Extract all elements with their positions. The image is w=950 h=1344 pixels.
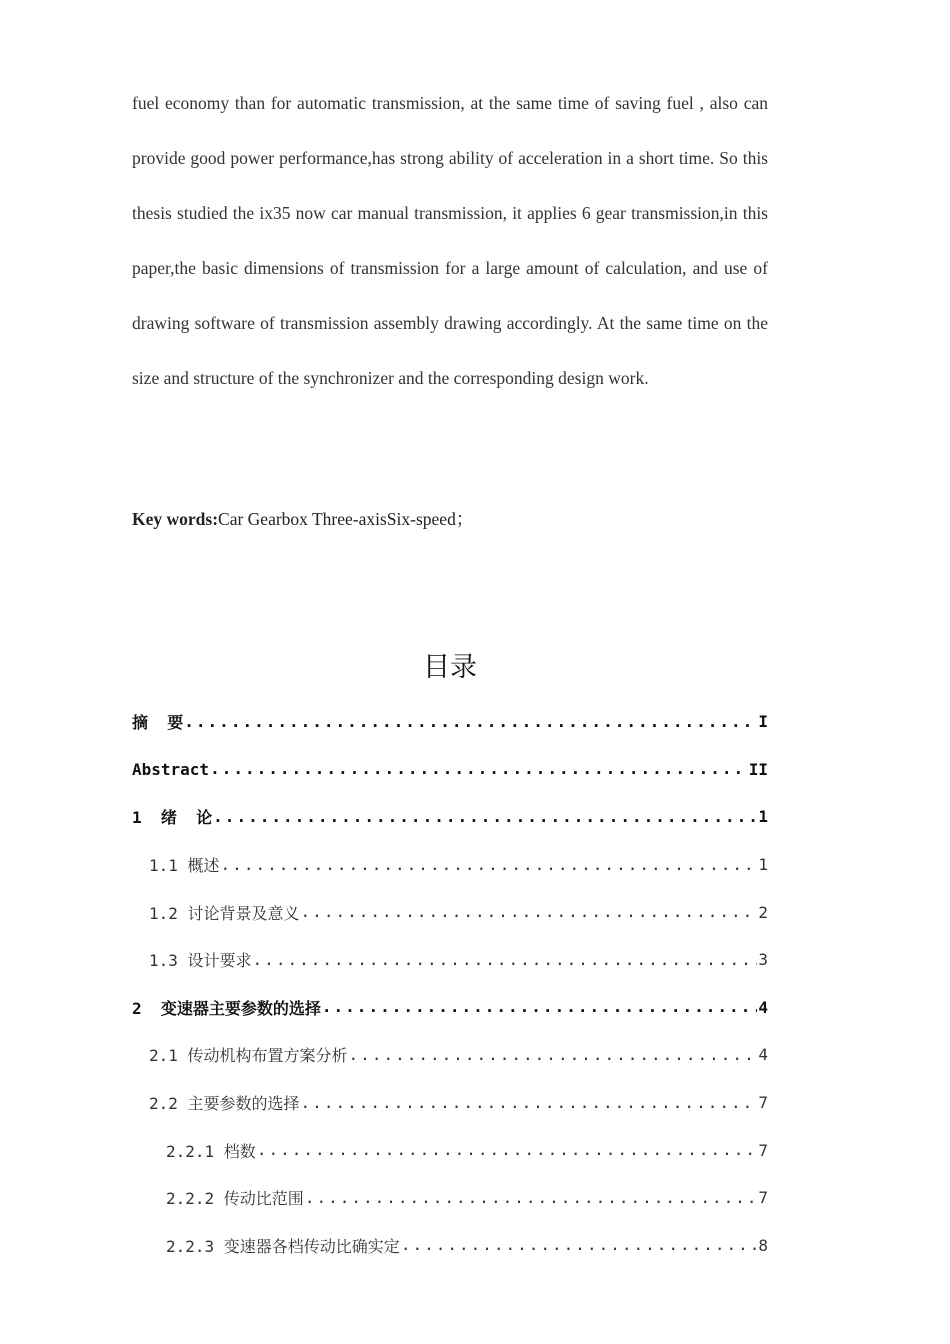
abstract-paragraph: fuel economy than for automatic transmission, at the same time of saving fuel , also can provide good power performance,has strong ability of acceleration in a short time. So this thesis studied the ix35 now car manual transmission, it applies 6 gear transmission,in this paper,the basic dimensions of transmission for a large amount of calculation, and use of drawing software of transmission assembly drawing accordingly. At the same time on the size and structure of the synchronizer and the corresponding design work. [132,93,768,388]
toc-leader-dots [301,1093,758,1113]
keywords-value: Car Gearbox Three-axisSix-speed； [218,509,474,529]
keywords-label: Key words: [132,509,219,529]
toc-entry-page: II [748,759,768,779]
toc-entry-2-2-3[interactable] [132,1222,768,1270]
toc-entry-1-3[interactable] [132,936,768,984]
toc-entry-label: Abstract [132,759,210,779]
toc-entry-page: 1 [758,807,768,827]
toc-leader-dots [401,1235,758,1255]
toc-entry-2-2[interactable] [132,1079,768,1127]
toc-entry-page: 3 [758,950,768,970]
toc-leader-dots [305,1188,758,1208]
toc-title: 目录 [423,652,477,683]
toc-entry-1-1[interactable] [132,841,768,889]
toc-leader-dots [301,902,758,922]
toc-entry-label: 2.2 主要参数的选择 [149,1094,300,1114]
toc-entry-label: 摘 要 [132,713,184,733]
toc-entry-label: 1.2 讨论背景及意义 [149,903,300,923]
toc-entry-label: 1.1 概述 [149,856,220,876]
toc-entry-2-1[interactable] [132,1031,768,1079]
toc-entry-page: 7 [758,1188,768,1208]
toc-entry-label: 2.2.2 传动比范围 [166,1189,304,1209]
toc-entry-label: 2.1 传动机构布置方案分析 [149,1046,348,1066]
toc-entry-label: 1.3 设计要求 [149,951,252,971]
toc-entry-page: I [758,712,768,732]
toc-entry-abstract-en[interactable] [132,746,768,794]
toc-entry-page: 7 [758,1140,768,1160]
toc-entry-page: 1 [758,855,768,875]
toc-leader-dots [213,807,757,827]
toc-entry-label: 2.2.1 档数 [166,1141,256,1161]
toc-entry-label: 2 变速器主要参数的选择 [132,998,321,1018]
toc-entry-chapter-1[interactable] [132,793,768,841]
table-of-contents [132,698,768,1269]
toc-leader-dots [257,1140,758,1160]
toc-leader-dots [210,759,748,779]
toc-entry-page: 4 [758,997,768,1017]
toc-entry-2-2-1[interactable] [132,1126,768,1174]
toc-entry-1-2[interactable] [132,888,768,936]
toc-entry-page: 2 [758,902,768,922]
toc-leader-dots [322,997,757,1017]
toc-entry-abstract-cn[interactable] [132,698,768,746]
toc-entry-label: 1 绪 论 [132,808,213,828]
toc-leader-dots [349,1045,758,1065]
toc-entry-2-2-2[interactable] [132,1174,768,1222]
toc-entry-page: 4 [758,1045,768,1065]
toc-entry-page: 7 [758,1093,768,1113]
keywords-line [132,505,768,533]
toc-leader-dots [184,712,757,732]
toc-entry-chapter-2[interactable] [132,984,768,1032]
toc-entry-label: 2.2.3 变速器各档传动比确实定 [166,1236,400,1256]
toc-entry-page: 8 [758,1235,768,1255]
toc-leader-dots [221,855,758,875]
toc-leader-dots [253,950,758,970]
